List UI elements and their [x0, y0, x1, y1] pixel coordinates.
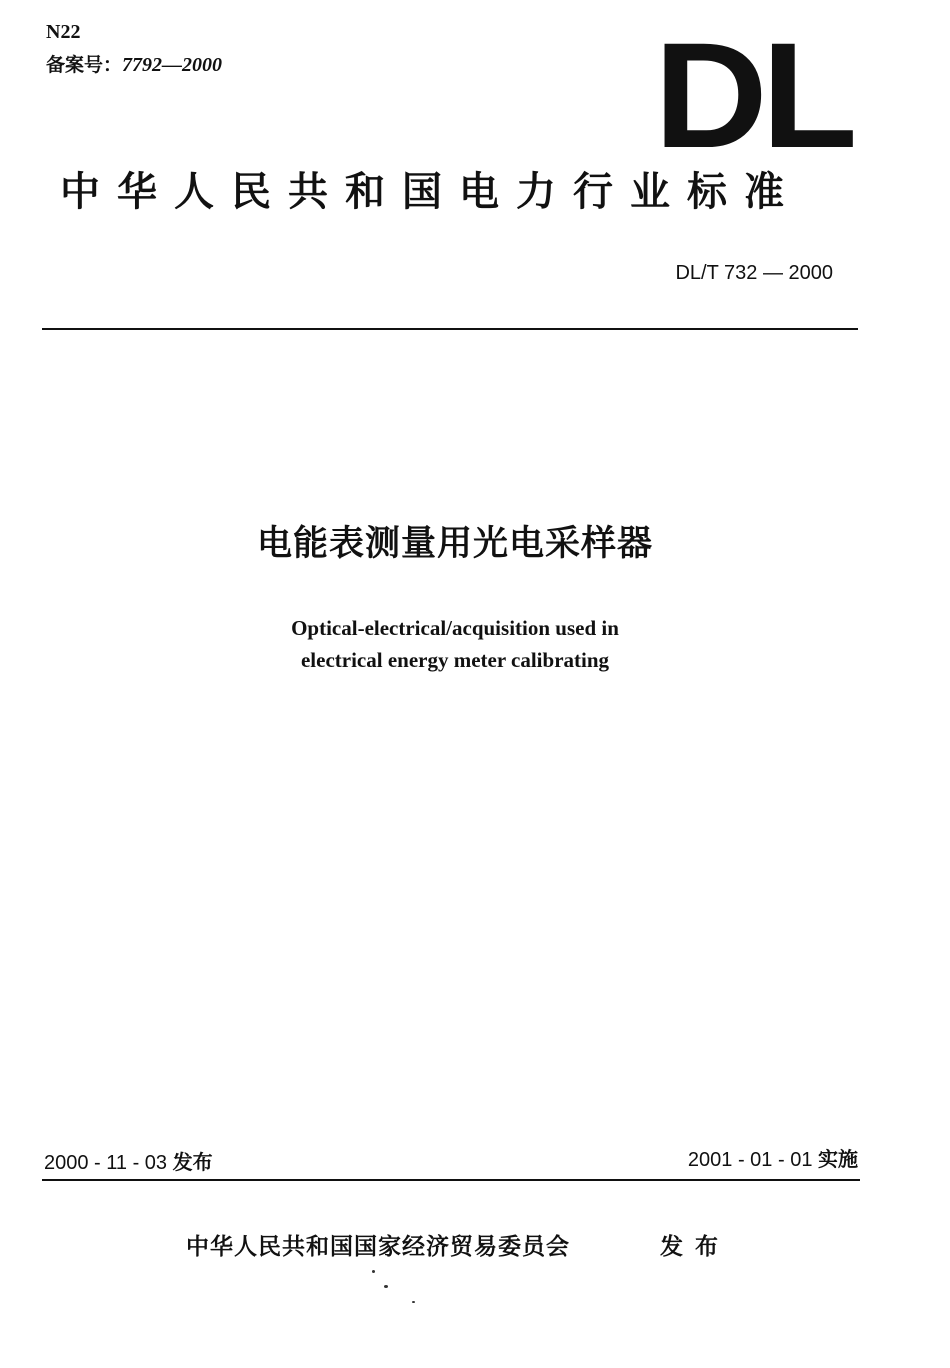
- scan-speck: [412, 1301, 415, 1303]
- implementation-date-value: 2001 - 01 - 01: [687, 1149, 813, 1171]
- issue-date: [44, 1147, 213, 1178]
- document-title-chinese: 电能表测量用光电采样器: [256, 524, 653, 564]
- document-title-english: [0, 612, 910, 676]
- issue-date-value: 2000 - 11 - 03: [44, 1152, 168, 1174]
- implementation-label: 实施: [818, 1147, 858, 1171]
- top-divider: [42, 328, 858, 330]
- bottom-divider: [42, 1179, 860, 1181]
- record-number: [46, 53, 222, 77]
- record-label: 备案号：: [46, 54, 123, 76]
- classification-code: N22: [46, 21, 81, 43]
- scan-speck: [372, 1270, 375, 1273]
- standard-number: DL/T 732 — 2000: [675, 262, 833, 284]
- publish-label: 发布: [660, 1234, 730, 1260]
- publisher-name: 中华人民共和国国家经济贸易委员会: [186, 1234, 570, 1260]
- standard-title: 中华人民共和国电力行业标准: [60, 169, 801, 215]
- scan-speck: [384, 1285, 388, 1288]
- implementation-date: [688, 1144, 858, 1175]
- document-title-english-line2: electrical energy meter calibrating: [300, 648, 610, 672]
- issue-label: 发布: [172, 1150, 213, 1174]
- record-number-value: 7792—2000: [122, 54, 223, 76]
- dl-logo: DL: [654, 11, 852, 179]
- document-title-english-line1: Optical-electrical/acquisition used in: [291, 616, 619, 640]
